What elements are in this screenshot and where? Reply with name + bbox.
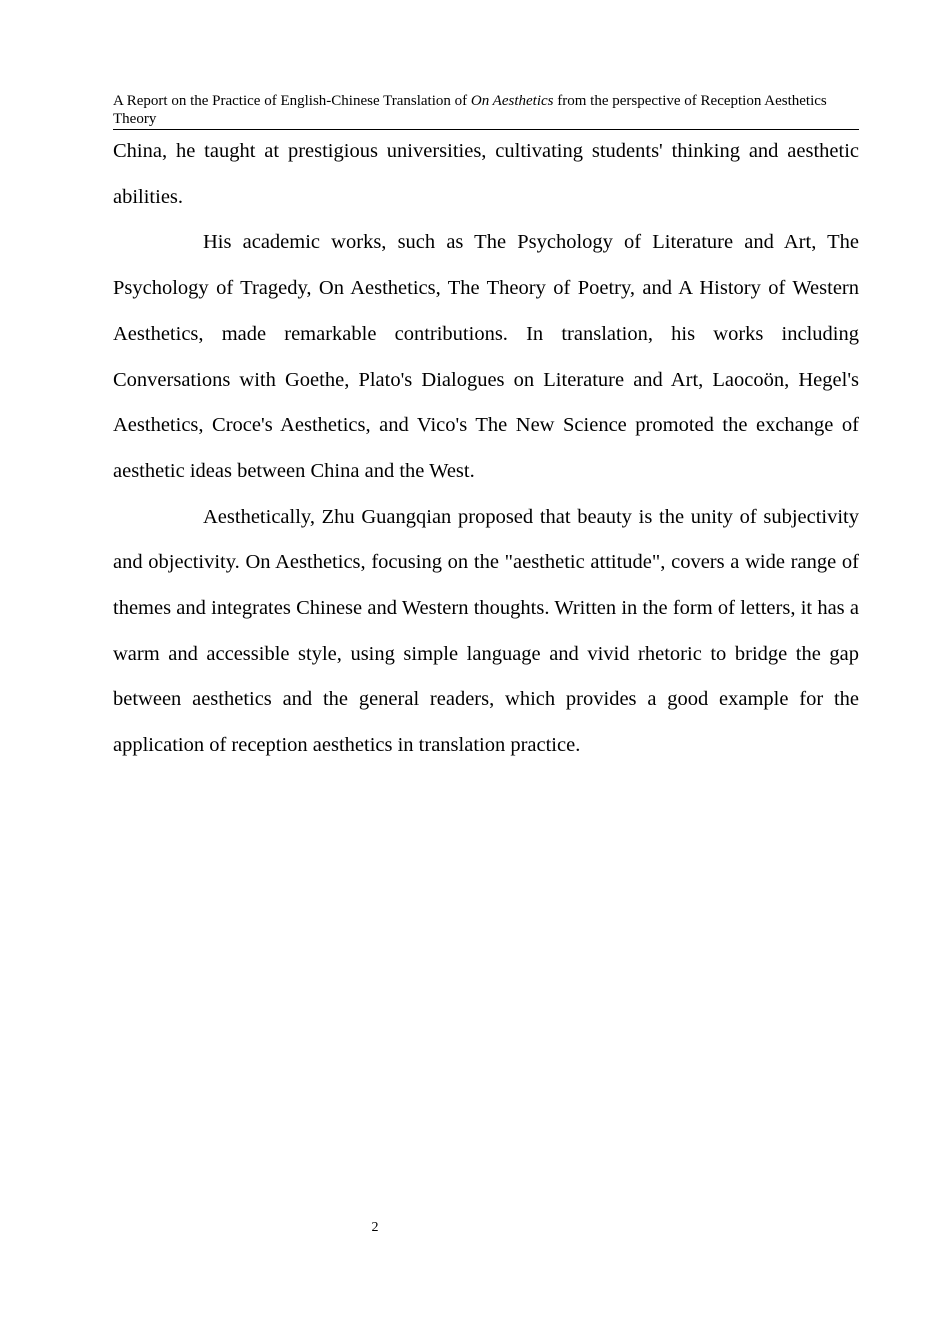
header-text-start: A Report on the Practice of English-Chinese Translation of <box>113 93 471 109</box>
running-header <box>113 92 859 130</box>
paragraph-aesthetics: Aesthetically, Zhu Guangqian proposed that beauty is the unity of subjectivity and objectivity. On Aesthetics, focusing on the "aesthetic attitude", covers a wide range of themes and integrates Chinese and Western thoughts. Written in the form of letters, it has a warm and accessible style, using simple language and vivid rhetoric to bridge the gap between aesthetics and the general readers, which provides a good example for the application of reception aesthetics in translation practice. <box>113 505 859 757</box>
paragraph-continued: China, he taught at prestigious universities, cultivating students' thinking and aesthetic abilities. <box>113 140 859 208</box>
paragraph-academic-works: His academic works, such as The Psychology of Literature and Art, The Psychology of Tragedy, On Aesthetics, The Theory of Poetry, and A History of Western Aesthetics, made remarkable contributions. In translation, his works including Conversations with Goethe, Plato's Dialogues on Literature and Art, Laocoön, Hegel's Aesthetics, Croce's Aesthetics, and Vico's The New Science promoted the exchange of aesthetic ideas between China and the West. <box>113 231 859 482</box>
page-number: 2 <box>371 1220 379 1235</box>
body-text <box>113 129 859 769</box>
header-text-end: from the perspective of Reception Aesthetics Theory <box>113 93 827 127</box>
header-book-title: On Aesthetics <box>470 93 554 109</box>
